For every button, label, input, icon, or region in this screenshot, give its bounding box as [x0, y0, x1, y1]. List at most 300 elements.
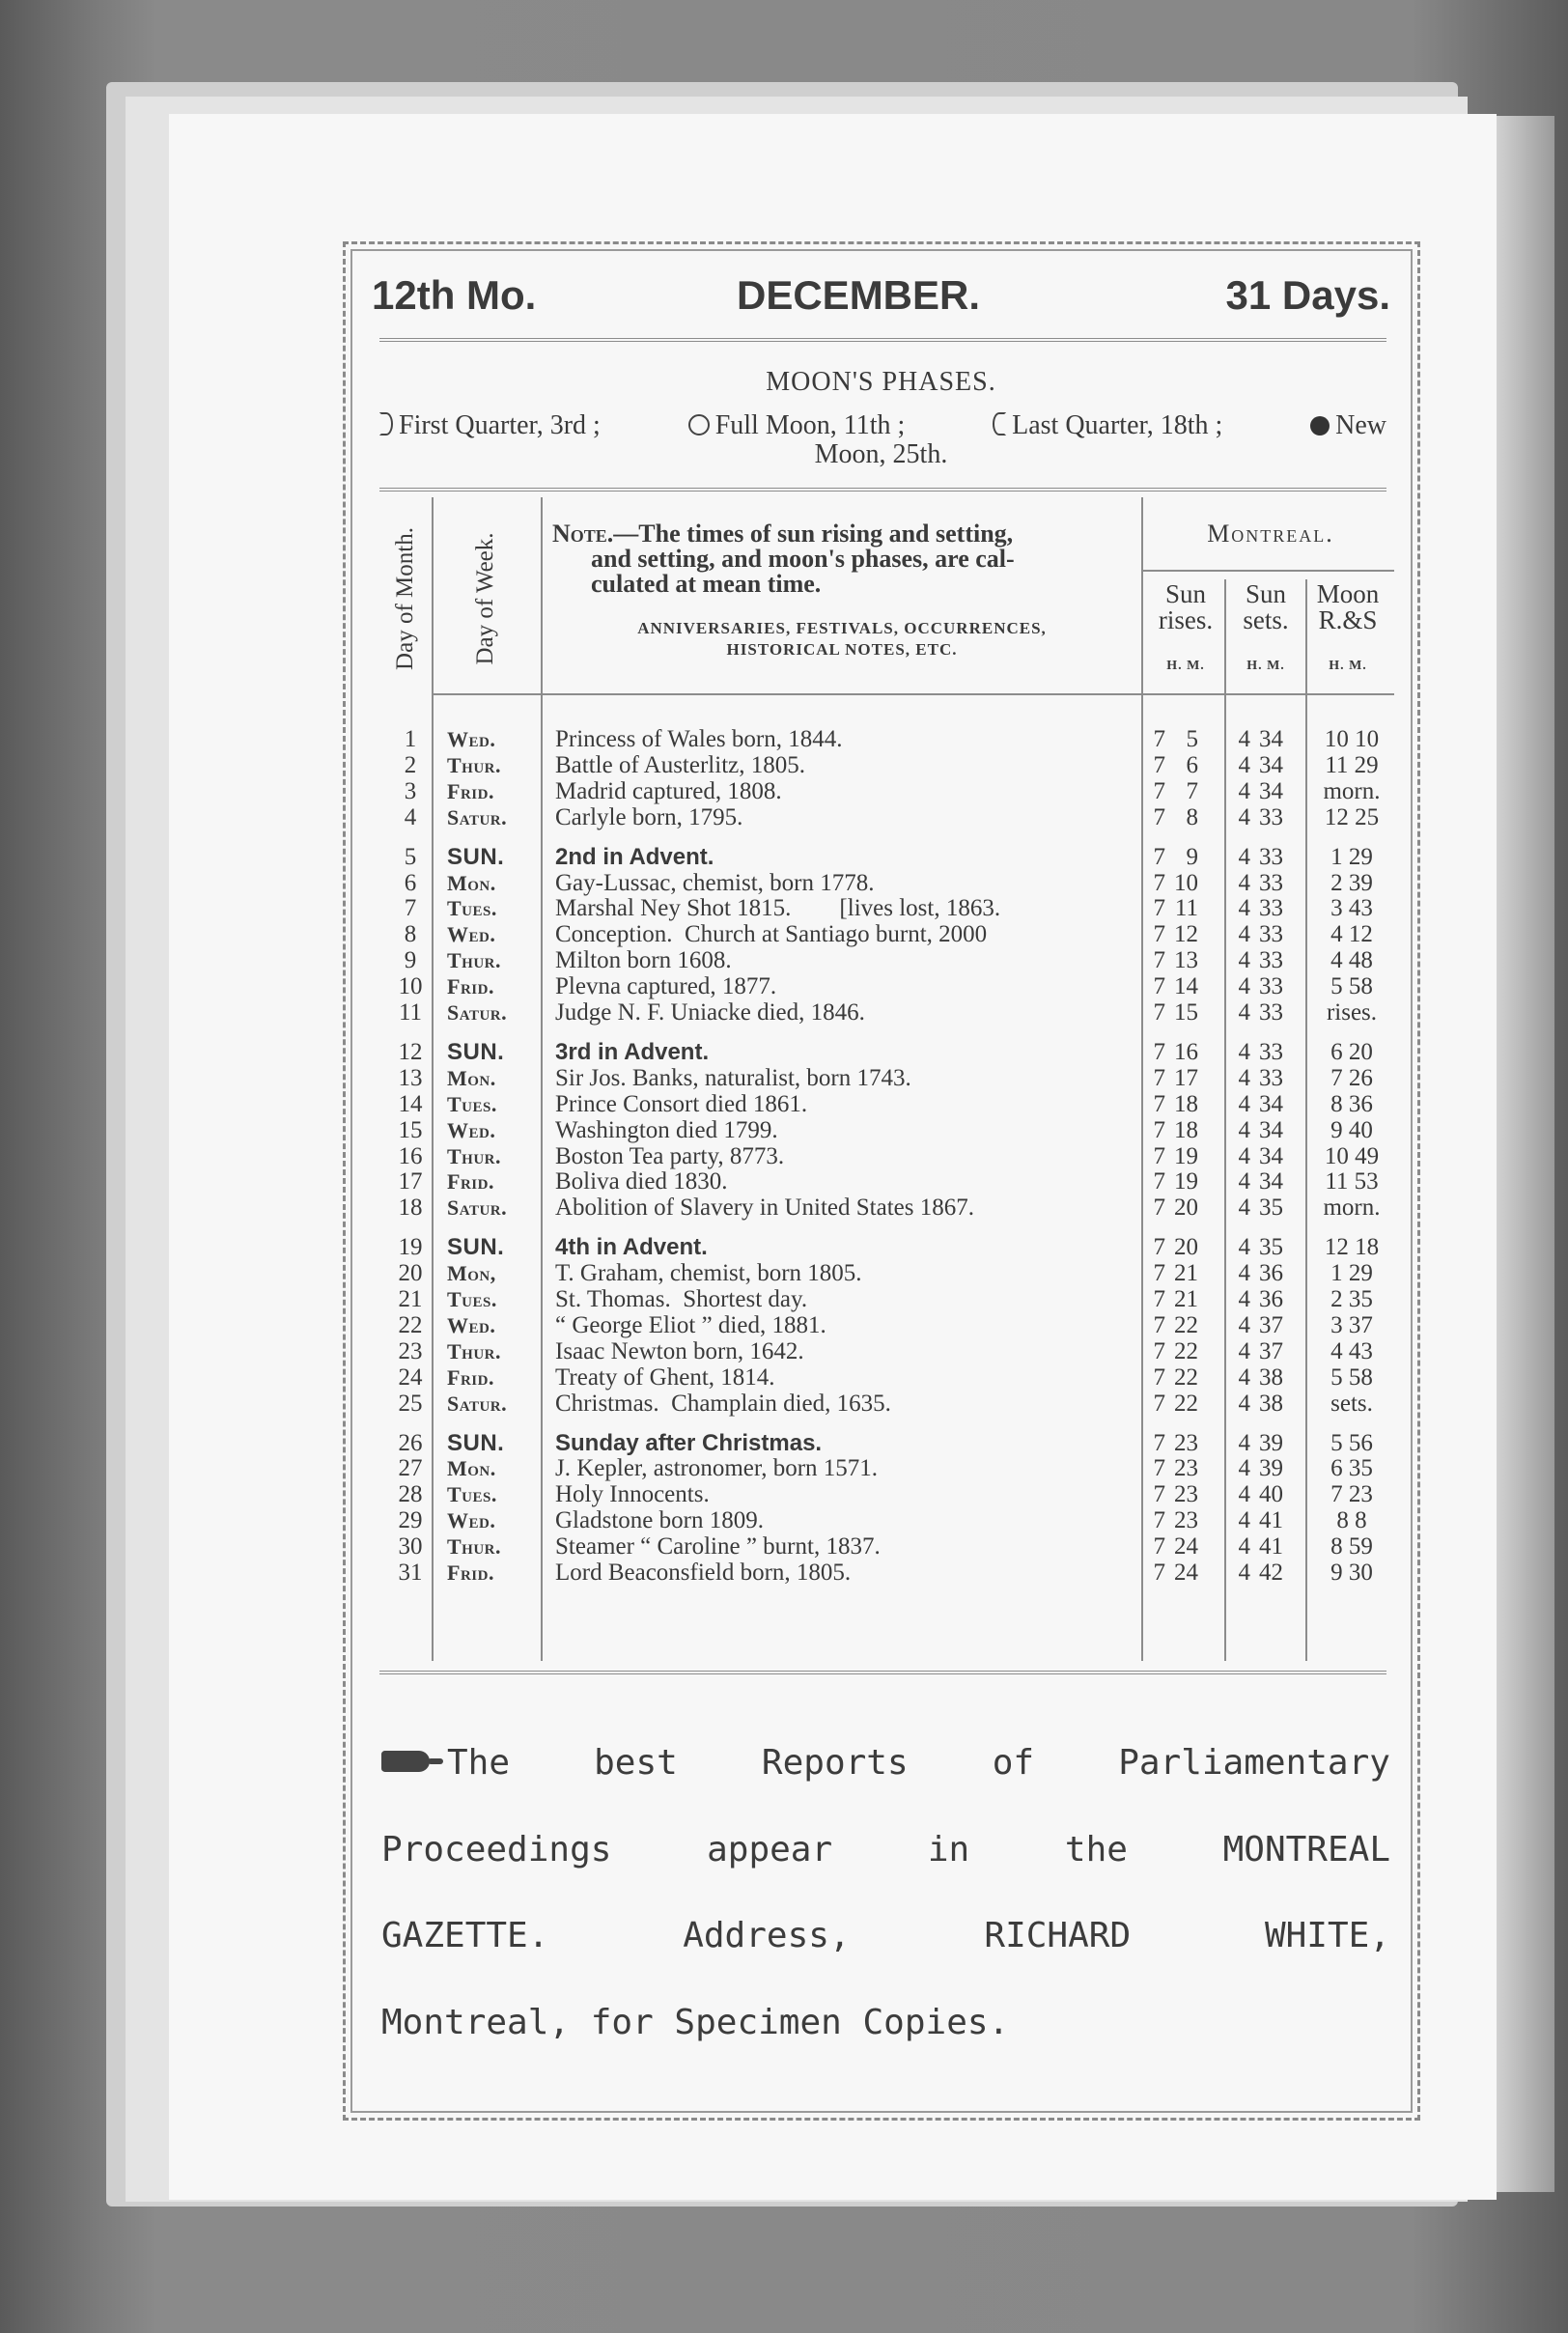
sunrise-minute: 6 — [1186, 751, 1198, 778]
sunset-minute: 35 — [1259, 1195, 1283, 1222]
day-number: 5 — [404, 843, 417, 870]
sunset-minute: 34 — [1259, 1168, 1283, 1195]
sunset-hour: 4 — [1238, 1337, 1250, 1364]
sun-rises-hm: H. M. — [1166, 659, 1205, 673]
event: Princess of Wales born, 1844. — [555, 726, 843, 752]
sunrise-hour: 7 — [1153, 1286, 1165, 1312]
day-number: 29 — [398, 1507, 423, 1534]
event: St. Thomas. Shortest day. — [555, 1286, 808, 1312]
sunset-minute: 33 — [1259, 973, 1283, 1000]
moon-time: 9 30 — [1330, 1560, 1373, 1586]
calendar-row — [381, 947, 1395, 973]
weekday: Frid. — [447, 1169, 494, 1195]
sunrise-minute: 23 — [1174, 1455, 1198, 1482]
calendar-row — [381, 1481, 1395, 1507]
advert-line-1: The best Reports of Parliamentary — [381, 1743, 1390, 1783]
calendar-row — [381, 1234, 1395, 1260]
event: T. Graham, chemist, born 1805. — [555, 1260, 862, 1287]
moon-time: 2 39 — [1330, 869, 1373, 896]
sunrise-minute: 15 — [1174, 999, 1198, 1026]
event: Abolition of Slavery in United States 1867. — [555, 1195, 974, 1222]
weekday: Frid. — [447, 1364, 494, 1390]
day-number: 17 — [398, 1168, 423, 1195]
sunset-hour: 4 — [1238, 1090, 1250, 1117]
event: Madrid captured, 1808. — [555, 777, 782, 804]
sunrise-hour: 7 — [1153, 1429, 1165, 1456]
day-number: 16 — [398, 1142, 423, 1169]
sunset-hour: 4 — [1238, 921, 1250, 948]
sunrise-hour: 7 — [1153, 1195, 1165, 1222]
events-heading: ANNIVERSARIES, FESTIVALS, OCCURRENCES, HISTORICAL NOTES, ETC. — [637, 619, 1047, 659]
new-moon-date: Moon, 25th. — [814, 439, 948, 469]
weekday: Frid. — [447, 1560, 494, 1585]
sunrise-minute: 22 — [1174, 1363, 1198, 1391]
moon-time: 7 23 — [1330, 1481, 1373, 1508]
moon-time: 6 35 — [1330, 1455, 1373, 1482]
weekday: Mon. — [447, 1456, 496, 1481]
moon-time: 4 12 — [1330, 921, 1373, 948]
day-number: 30 — [398, 1533, 423, 1560]
weekday: Thur. — [447, 752, 502, 777]
sunrise-hour: 7 — [1153, 1038, 1165, 1065]
days-count: 31 Days. — [1225, 272, 1390, 318]
sunset-hour: 4 — [1238, 1260, 1250, 1287]
calendar-row — [381, 1039, 1395, 1065]
sunset-hour: 4 — [1238, 1116, 1250, 1143]
event: Sir Jos. Banks, naturalist, born 1743. — [555, 1064, 911, 1091]
sunset-hour: 4 — [1238, 1064, 1250, 1091]
moon-time: 3 37 — [1330, 1311, 1373, 1338]
sunset-hour: 4 — [1238, 1560, 1250, 1586]
sunset-minute: 35 — [1259, 1234, 1283, 1261]
sunrise-hour: 7 — [1153, 1064, 1165, 1091]
phases-rule — [379, 488, 1386, 495]
calendar-row — [381, 844, 1395, 870]
calendar-row — [381, 1533, 1395, 1560]
header-rule — [379, 338, 1386, 346]
sunrise-minute: 18 — [1174, 1116, 1198, 1143]
weekday: Tues. — [447, 1091, 497, 1116]
moon-time: sets. — [1330, 1390, 1373, 1417]
calendar-row — [381, 1065, 1395, 1091]
calendar-row — [381, 1364, 1395, 1391]
calendar-row — [381, 1168, 1395, 1195]
event: Carlyle born, 1795. — [555, 803, 743, 830]
sunset-minute: 38 — [1259, 1390, 1283, 1417]
sunrise-minute: 17 — [1174, 1064, 1198, 1091]
sunrise-hour: 7 — [1153, 1142, 1165, 1169]
sunset-minute: 39 — [1259, 1429, 1283, 1456]
moon-time: 8 36 — [1330, 1090, 1373, 1117]
day-number: 19 — [398, 1234, 423, 1261]
moon-time: 6 20 — [1330, 1038, 1373, 1065]
sunrise-minute: 7 — [1186, 777, 1198, 804]
sunset-hour: 4 — [1238, 1195, 1250, 1222]
moon-rs-heading: Moon R.&S — [1316, 579, 1380, 634]
sunset-hour: 4 — [1238, 1429, 1250, 1456]
weekday: Thur. — [447, 948, 502, 973]
event: Christmas. Champlain died, 1635. — [555, 1390, 891, 1417]
moon-time: 9 40 — [1330, 1116, 1373, 1143]
sunset-hour: 4 — [1238, 1286, 1250, 1312]
sunrise-hour: 7 — [1153, 843, 1165, 870]
weekday: Wed. — [447, 922, 496, 947]
weekday: Satur. — [447, 1000, 508, 1025]
sunset-hour: 4 — [1238, 1142, 1250, 1169]
month-header — [372, 272, 1390, 330]
moon-hm: H. M. — [1329, 659, 1367, 673]
sunset-hour: 4 — [1238, 947, 1250, 974]
event: Steamer “ Caroline ” burnt, 1837. — [555, 1533, 881, 1560]
sunrise-hour: 7 — [1153, 803, 1165, 830]
moon-phases-title: MOON'S PHASES. — [766, 367, 996, 397]
calendar-row — [381, 973, 1395, 999]
calendar-row — [381, 726, 1395, 752]
sunrise-hour: 7 — [1153, 1090, 1165, 1117]
sunset-minute: 41 — [1259, 1507, 1283, 1534]
day-number: 28 — [398, 1481, 423, 1508]
sunset-hour: 4 — [1238, 1234, 1250, 1261]
day-number: 8 — [404, 921, 417, 948]
sunrise-minute: 13 — [1174, 947, 1198, 974]
sunset-hour: 4 — [1238, 1507, 1250, 1534]
sunrise-hour: 7 — [1153, 751, 1165, 778]
sunrise-hour: 7 — [1153, 1533, 1165, 1560]
moon-time: 4 48 — [1330, 947, 1373, 974]
sunset-minute: 36 — [1259, 1260, 1283, 1287]
sunrise-hour: 7 — [1153, 947, 1165, 974]
montreal-rule — [1141, 570, 1394, 572]
calendar-row — [381, 1091, 1395, 1117]
sunset-hour: 4 — [1238, 973, 1250, 1000]
event: 4th in Advent. — [555, 1234, 708, 1261]
last-quarter: Last Quarter, 18th ; — [993, 410, 1222, 441]
weekday: Satur. — [447, 1391, 508, 1416]
sunrise-minute: 21 — [1174, 1260, 1198, 1287]
day-of-week-heading: Day of Week. — [472, 532, 498, 665]
sunset-hour: 4 — [1238, 999, 1250, 1026]
note-text: Note.—The times of sun rising and setting, and setting, and moon's phases, are cal- culated at mean time. — [552, 520, 1015, 598]
sunrise-minute: 23 — [1174, 1481, 1198, 1508]
sunrise-hour: 7 — [1153, 1363, 1165, 1391]
new-moon: New — [1310, 410, 1386, 441]
sunrise-minute: 19 — [1174, 1142, 1198, 1169]
weekday: Wed. — [447, 1117, 496, 1142]
sunrise-minute: 24 — [1174, 1533, 1198, 1560]
sunset-hour: 4 — [1238, 777, 1250, 804]
advert-line-3: GAZETTE. Address, RICHARD WHITE, — [381, 1916, 1390, 1955]
day-number: 18 — [398, 1195, 423, 1222]
weekday: SUN. — [447, 843, 505, 870]
moon-time: 12 18 — [1324, 1234, 1380, 1261]
sunrise-minute: 12 — [1174, 921, 1198, 948]
calendar-row — [381, 895, 1395, 921]
sunset-minute: 34 — [1259, 751, 1283, 778]
moon-time: 10 49 — [1324, 1142, 1380, 1169]
day-number: 31 — [398, 1560, 423, 1586]
day-number: 20 — [398, 1260, 423, 1287]
moon-time: 5 56 — [1330, 1429, 1373, 1456]
calendar-row — [381, 752, 1395, 778]
sunrise-minute: 22 — [1174, 1311, 1198, 1338]
weekday: Satur. — [447, 804, 508, 829]
event: Plevna captured, 1877. — [555, 973, 777, 1000]
moon-time: 8 8 — [1336, 1507, 1367, 1534]
moon-time: 2 35 — [1330, 1286, 1373, 1312]
calendar-row — [381, 778, 1395, 804]
sunrise-minute: 24 — [1174, 1560, 1198, 1586]
calendar-row — [381, 1143, 1395, 1169]
sunset-hour: 4 — [1238, 1455, 1250, 1482]
day-number: 2 — [404, 751, 417, 778]
sunset-hour: 4 — [1238, 1038, 1250, 1065]
weekday: SUN. — [447, 1429, 505, 1456]
calendar-row — [381, 804, 1395, 830]
sunrise-minute: 19 — [1174, 1168, 1198, 1195]
day-number: 24 — [398, 1363, 423, 1391]
moon-time: 1 29 — [1330, 843, 1373, 870]
day-number: 1 — [404, 726, 417, 752]
day-number: 11 — [398, 999, 423, 1026]
moon-time: morn. — [1323, 777, 1381, 804]
sunset-minute: 33 — [1259, 803, 1283, 830]
event: Boston Tea party, 8773. — [555, 1142, 785, 1169]
event: Judge N. F. Uniacke died, 1846. — [555, 999, 865, 1026]
sunset-minute: 33 — [1259, 921, 1283, 948]
day-number: 15 — [398, 1116, 423, 1143]
first-quarter-moon-icon — [379, 412, 393, 436]
sunset-minute: 40 — [1259, 1481, 1283, 1508]
calendar-row — [381, 1117, 1395, 1143]
sunrise-hour: 7 — [1153, 973, 1165, 1000]
moon-phases-line — [379, 410, 1386, 441]
sunset-hour: 4 — [1238, 726, 1250, 752]
moon-time: 4 43 — [1330, 1337, 1373, 1364]
calendar-row — [381, 999, 1395, 1026]
sunrise-minute: 11 — [1174, 895, 1198, 922]
sunset-minute: 42 — [1259, 1560, 1283, 1586]
sunset-minute: 33 — [1259, 869, 1283, 896]
new-moon-icon — [1310, 416, 1330, 436]
sunset-hour: 4 — [1238, 1311, 1250, 1338]
sunrise-hour: 7 — [1153, 726, 1165, 752]
sunset-hour: 4 — [1238, 751, 1250, 778]
sunrise-hour: 7 — [1153, 777, 1165, 804]
weekday: Thur. — [447, 1338, 502, 1363]
sunrise-minute: 14 — [1174, 973, 1198, 1000]
sunrise-minute: 20 — [1174, 1234, 1198, 1261]
weekday: Thur. — [447, 1143, 502, 1168]
calendar-row — [381, 1391, 1395, 1417]
sunrise-minute: 9 — [1186, 843, 1198, 870]
event: Battle of Austerlitz, 1805. — [555, 751, 805, 778]
sun-sets-hm: H. M. — [1246, 659, 1285, 673]
day-number: 7 — [404, 895, 417, 922]
month-name: DECEMBER. — [737, 272, 981, 318]
moon-time: 3 43 — [1330, 895, 1373, 922]
weekday: Mon. — [447, 870, 496, 895]
sun-rises-heading: Sun rises. — [1158, 579, 1214, 634]
weekday: Tues. — [447, 1482, 497, 1507]
moon-time: 11 53 — [1325, 1168, 1379, 1195]
sunset-minute: 33 — [1259, 895, 1283, 922]
first-quarter: First Quarter, 3rd ; — [379, 410, 601, 441]
sunrise-minute: 8 — [1186, 803, 1198, 830]
sunrise-minute: 20 — [1174, 1195, 1198, 1222]
sunrise-minute: 16 — [1174, 1038, 1198, 1065]
sunrise-hour: 7 — [1153, 895, 1165, 922]
calendar-row — [381, 870, 1395, 896]
sunrise-minute: 5 — [1186, 726, 1198, 752]
pointing-hand-icon — [381, 1751, 430, 1772]
weekday: Mon, — [447, 1261, 496, 1286]
event: 2nd in Advent. — [555, 843, 714, 870]
sunset-minute: 36 — [1259, 1286, 1283, 1312]
weekday: SUN. — [447, 1038, 505, 1065]
advert-line-4: Montreal, for Specimen Copies. — [381, 2003, 1010, 2042]
sunset-minute: 34 — [1259, 1142, 1283, 1169]
day-number: 13 — [398, 1064, 423, 1091]
weekday: Wed. — [447, 1312, 496, 1337]
sunset-minute: 38 — [1259, 1363, 1283, 1391]
moon-time: 5 58 — [1330, 1363, 1373, 1391]
day-of-month-heading: Day of Month. — [392, 527, 418, 670]
sunrise-minute: 22 — [1174, 1337, 1198, 1364]
moon-time: 11 29 — [1325, 751, 1379, 778]
sunset-hour: 4 — [1238, 843, 1250, 870]
sunset-minute: 37 — [1259, 1311, 1283, 1338]
event: “ George Eliot ” died, 1881. — [555, 1311, 826, 1338]
full-moon: Full Moon, 11th ; — [688, 410, 906, 441]
weekday: Thur. — [447, 1534, 502, 1560]
sunset-hour: 4 — [1238, 1390, 1250, 1417]
sunrise-minute: 21 — [1174, 1286, 1198, 1312]
calendar-row — [381, 1430, 1395, 1456]
event: Treaty of Ghent, 1814. — [555, 1363, 775, 1391]
event: J. Kepler, astronomer, born 1571. — [555, 1455, 879, 1482]
weekday: Tues. — [447, 896, 497, 921]
day-number: 4 — [404, 803, 417, 830]
event: Gladstone born 1809. — [555, 1507, 764, 1534]
calendar-row — [381, 921, 1395, 947]
sunrise-hour: 7 — [1153, 1507, 1165, 1534]
full-moon-icon — [688, 414, 710, 436]
sun-sets-heading: Sun sets. — [1243, 579, 1289, 634]
moon-time: 1 29 — [1330, 1260, 1373, 1287]
sunrise-hour: 7 — [1153, 869, 1165, 896]
event: Prince Consort died 1861. — [555, 1090, 808, 1117]
sunset-hour: 4 — [1238, 895, 1250, 922]
sunrise-minute: 23 — [1174, 1429, 1198, 1456]
month-number: 12th Mo. — [372, 272, 537, 318]
sunset-minute: 34 — [1259, 1090, 1283, 1117]
sunset-minute: 37 — [1259, 1337, 1283, 1364]
day-number: 27 — [398, 1455, 423, 1482]
event: Washington died 1799. — [555, 1116, 778, 1143]
sunset-hour: 4 — [1238, 1533, 1250, 1560]
sunrise-minute: 10 — [1174, 869, 1198, 896]
sunset-minute: 33 — [1259, 999, 1283, 1026]
day-number: 10 — [398, 973, 423, 1000]
moon-time: rises. — [1326, 999, 1378, 1026]
table-bottom-rule — [379, 1671, 1386, 1678]
sunrise-hour: 7 — [1153, 1311, 1165, 1338]
sunset-minute: 33 — [1259, 1038, 1283, 1065]
day-number: 23 — [398, 1337, 423, 1364]
sunset-minute: 33 — [1259, 1064, 1283, 1091]
sunrise-hour: 7 — [1153, 1260, 1165, 1287]
sunset-minute: 34 — [1259, 1116, 1283, 1143]
moon-time: 10 10 — [1324, 726, 1380, 752]
calendar-row — [381, 1195, 1395, 1221]
sunset-hour: 4 — [1238, 1168, 1250, 1195]
calendar-row — [381, 1286, 1395, 1312]
montreal-heading: Montreal. — [1207, 520, 1334, 548]
weekday: Frid. — [447, 974, 494, 999]
day-number: 22 — [398, 1311, 423, 1338]
day-number: 9 — [404, 947, 417, 974]
weekday: Mon. — [447, 1065, 496, 1090]
sunset-minute: 34 — [1259, 777, 1283, 804]
weekday: SUN. — [447, 1234, 505, 1261]
sunset-hour: 4 — [1238, 803, 1250, 830]
moon-time: 5 58 — [1330, 973, 1373, 1000]
event: Holy Innocents. — [555, 1481, 710, 1508]
sunrise-hour: 7 — [1153, 921, 1165, 948]
sunset-minute: 33 — [1259, 947, 1283, 974]
sunset-minute: 33 — [1259, 843, 1283, 870]
last-quarter-moon-icon — [993, 412, 1006, 436]
event: Sunday after Christmas. — [555, 1429, 823, 1456]
calendar-row — [381, 1338, 1395, 1364]
sunset-minute: 39 — [1259, 1455, 1283, 1482]
sunrise-hour: 7 — [1153, 1560, 1165, 1586]
calendar-row — [381, 1560, 1395, 1586]
sunrise-minute: 18 — [1174, 1090, 1198, 1117]
weekday: Frid. — [447, 778, 494, 803]
weekday: Wed. — [447, 1508, 496, 1533]
sunset-hour: 4 — [1238, 1363, 1250, 1391]
day-number: 26 — [398, 1429, 423, 1456]
calendar-row — [381, 1455, 1395, 1481]
day-number: 6 — [404, 869, 417, 896]
event: Conception. Church at Santiago burnt, 2000 — [555, 921, 988, 948]
sunrise-hour: 7 — [1153, 1337, 1165, 1364]
sunrise-hour: 7 — [1153, 1455, 1165, 1482]
weekday: Wed. — [447, 727, 496, 751]
weekday: Tues. — [447, 1287, 497, 1311]
weekday: Satur. — [447, 1195, 508, 1221]
calendar-row — [381, 1312, 1395, 1338]
calendar-row — [381, 1260, 1395, 1286]
sunset-hour: 4 — [1238, 869, 1250, 896]
event: Marshal Ney Shot 1815. [lives lost, 1863. — [555, 895, 1001, 922]
sunrise-minute: 23 — [1174, 1507, 1198, 1534]
sunset-hour: 4 — [1238, 1481, 1250, 1508]
event: Boliva died 1830. — [555, 1168, 728, 1195]
event: Milton born 1608. — [555, 947, 732, 974]
day-number: 25 — [398, 1390, 423, 1417]
sunset-minute: 34 — [1259, 726, 1283, 752]
event: Lord Beaconsfield born, 1805. — [555, 1560, 852, 1586]
day-number: 14 — [398, 1090, 423, 1117]
event: 3rd in Advent. — [555, 1038, 710, 1065]
event: Isaac Newton born, 1642. — [555, 1337, 804, 1364]
sunrise-minute: 22 — [1174, 1390, 1198, 1417]
sunset-minute: 41 — [1259, 1533, 1283, 1560]
header-bottom-rule — [432, 693, 1394, 695]
day-number: 21 — [398, 1286, 423, 1312]
